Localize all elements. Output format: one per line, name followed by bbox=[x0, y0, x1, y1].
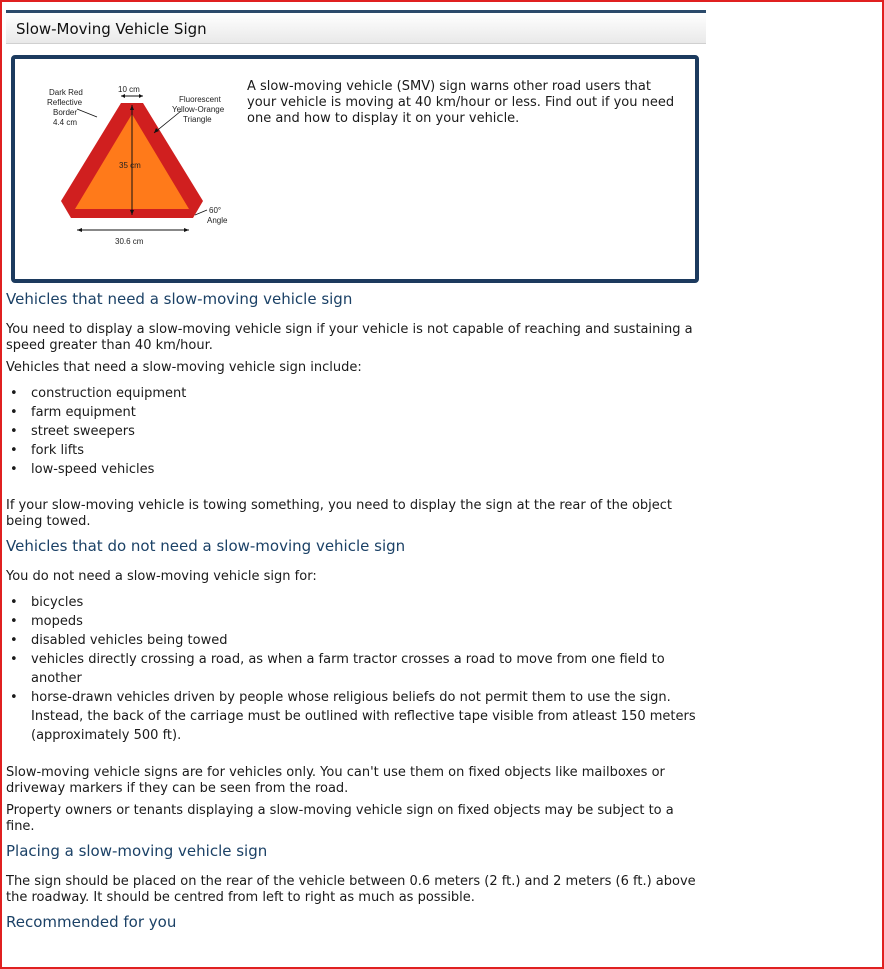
label-triangle: Triangle bbox=[183, 115, 212, 124]
label-fluorescent: Fluorescent bbox=[179, 95, 221, 104]
paragraph: You do not need a slow-moving vehicle sign for: bbox=[6, 569, 317, 584]
list-item: • street sweepers bbox=[6, 422, 696, 441]
label-height: 35 cm bbox=[119, 161, 141, 170]
list-item: • fork lifts bbox=[6, 441, 696, 460]
need-sign-list bbox=[6, 384, 696, 479]
heading-recommended: Recommended for you bbox=[6, 913, 177, 931]
label-angle: Angle bbox=[207, 216, 228, 225]
heading-placing-sign: Placing a slow-moving vehicle sign bbox=[6, 842, 268, 860]
label-reflective: Reflective bbox=[47, 98, 83, 107]
label-border: Border bbox=[53, 108, 78, 117]
paragraph: Property owners or tenants displaying a slow-moving vehicle sign on fixed objects may be subject to a fine. bbox=[6, 803, 674, 834]
list-item: • bicycles bbox=[6, 593, 696, 612]
heading-need-sign: Vehicles that need a slow-moving vehicle sign bbox=[6, 290, 353, 308]
list-item: • vehicles directly crossing a road, as when a farm tractor crosses a road to move from one field to another bbox=[6, 650, 696, 688]
intro-box bbox=[11, 55, 699, 283]
list-item: • farm equipment bbox=[6, 403, 696, 422]
title-bar bbox=[6, 10, 706, 44]
label-border-size: 4.4 cm bbox=[53, 118, 78, 127]
heading-no-sign: Vehicles that do not need a slow-moving vehicle sign bbox=[6, 537, 406, 555]
page-title: Slow-Moving Vehicle Sign bbox=[16, 20, 207, 38]
label-dark-red: Dark Red bbox=[49, 88, 83, 97]
no-sign-list bbox=[6, 593, 696, 745]
page bbox=[6, 10, 706, 931]
list-item: • construction equipment bbox=[6, 384, 696, 403]
label-yellow-orange: Yellow-Orange bbox=[172, 105, 225, 114]
smv-sign-diagram bbox=[37, 81, 237, 261]
list-item: • mopeds bbox=[6, 612, 696, 631]
list-item: • low-speed vehicles bbox=[6, 460, 696, 479]
label-base-width: 30.6 cm bbox=[115, 237, 144, 246]
paragraph: Vehicles that need a slow-moving vehicle sign include: bbox=[6, 360, 362, 375]
paragraph: Slow-moving vehicle signs are for vehicles only. You can't use them on fixed objects like mailboxes or driveway markers if they can be seen from the road. bbox=[6, 765, 665, 796]
main-content bbox=[6, 289, 696, 932]
label-top-width: 10 cm bbox=[118, 85, 140, 94]
intro-text: A slow-moving vehicle (SMV) sign warns other road users that your vehicle is moving at 40 km/hour or less. Find out if you need one and how to display it on your vehicle. bbox=[247, 79, 675, 126]
paragraph: You need to display a slow-moving vehicle sign if your vehicle is not capable of reaching and sustaining a speed greater than 40 km/hour. bbox=[6, 322, 693, 353]
label-angle-value: 60° bbox=[209, 206, 222, 215]
paragraph: The sign should be placed on the rear of the vehicle between 0.6 meters (2 ft.) and 2 meters (6 ft.) above the roadway. It should be centred from left to right as much as possible. bbox=[6, 874, 696, 905]
list-item: • horse-drawn vehicles driven by people whose religious beliefs do not permit them to use the sign. Instead, the back of the carriage must be outlined with reflective tape visible from atleast 150 meters (approximately 500 ft). bbox=[6, 688, 696, 745]
list-item: • disabled vehicles being towed bbox=[6, 631, 696, 650]
paragraph: If your slow-moving vehicle is towing something, you need to display the sign at the rear of the object being towed. bbox=[6, 498, 673, 529]
